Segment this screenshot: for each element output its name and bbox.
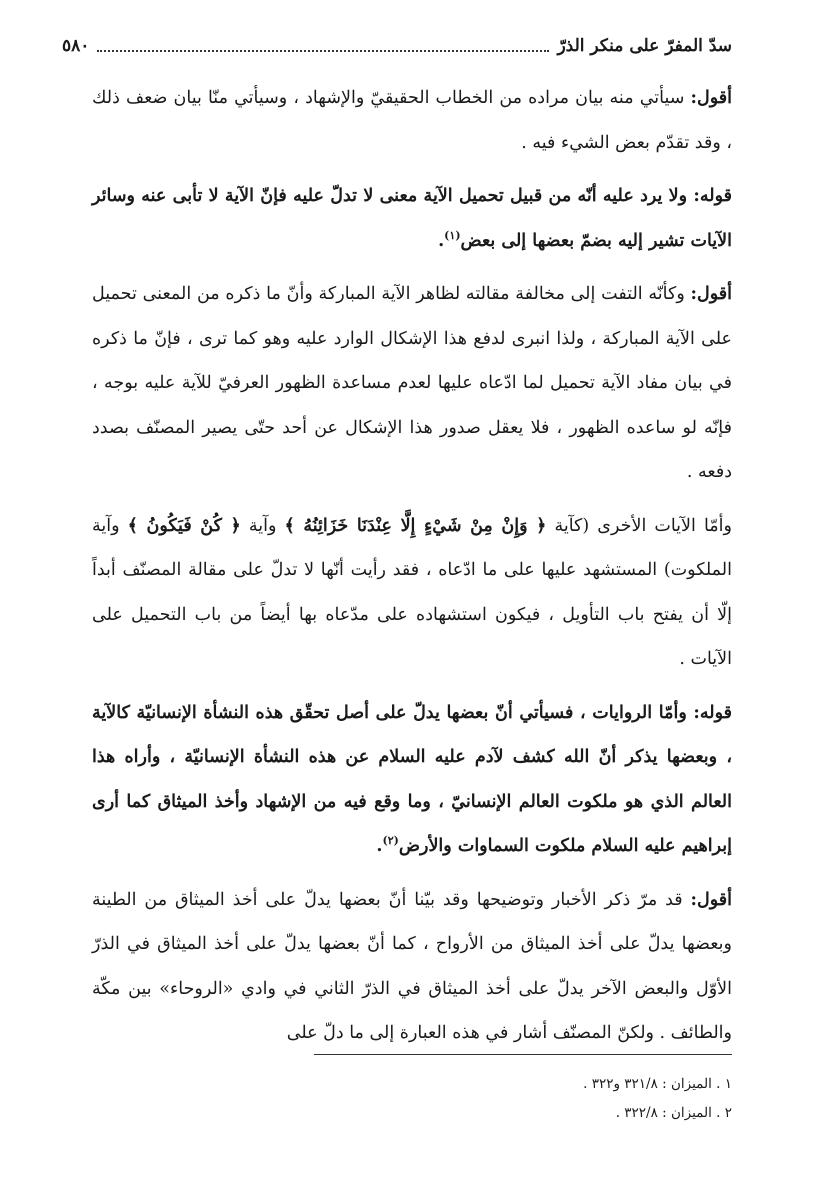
footnote-2: ٢ . الميزان : ٣٢٢/٨ . — [615, 1105, 732, 1121]
footnote-1: ١ . الميزان : ٣٢١/٨ و٣٢٢ . — [583, 1076, 732, 1092]
paragraph-text: وآية الملكوت) المستشهد عليها على ما ادّعاه ، فقد رأيت أنّها لا تدلّ على مقالة المصنّف أبداً إلّا أن يفتح باب التأويل ، فيكون استشهاده على مدّعاه بها أيضاً من باب التحميل على الآيات . — [92, 515, 732, 669]
paragraph-3 — [92, 272, 732, 495]
paragraph-text: ولا يرد عليه أنّه من قبيل تحميل الآية معنى لا تدلّ عليه فإنّ الآية لا تأبى عنه وسائر الآيات تشير إليه بضمّ بعضها إلى بعض — [92, 186, 732, 251]
paragraph-4 — [92, 504, 732, 682]
quran-verse-2: ﴿ كُنْ فَيَكُونُ ﴾ — [127, 515, 241, 536]
quran-verse-1: ﴿ وَإِنْ مِنْ شَيْءٍ إِلَّا عِنْدَنَا خَزَائِنُهُ ﴾ — [284, 515, 547, 536]
footnote-ref-2[interactable]: (٢) — [382, 834, 399, 848]
paragraph-2-quote — [92, 174, 732, 263]
footnote-divider — [314, 1054, 732, 1055]
paragraph-lead: أقول: — [690, 284, 732, 304]
page-number: ٥٨٠ — [62, 36, 90, 56]
running-header — [62, 30, 732, 62]
paragraph-lead: قوله: — [693, 702, 732, 723]
paragraph-text: وآية — [240, 515, 285, 536]
paragraph-6 — [92, 878, 732, 1056]
paragraph-text: قد مرّ ذكر الأخبار وتوضيحها وقد بيّنا أنّ بعضها يدلّ على أخذ الميثاق من الطينة وبعضها يدلّ على أخذ الميثاق من الأرواح ، كما أنّ بعضها يدلّ على أخذ الميثاق في الذرّ الأوّل والبعض الآخر يدلّ على أخذ الميثاق في الذرّ الثاني في وادي «الروحاء» بين مكّة والطائف . ولكنّ المصنّف أشار في هذه العبارة إلى ما دلّ على — [92, 889, 732, 1043]
paragraph-end: . — [376, 836, 383, 856]
paragraph-1 — [92, 76, 732, 165]
footnotes — [92, 1070, 732, 1128]
paragraph-text: وأمّا الروايات ، فسيأتي أنّ بعضها يدلّ على أصل تحقّق هذه النشأة الإنسانيّة كالآية ، وبعضها يذكر أنّ الله كشف لآدم عليه السلام عن هذه النشأة الإنسانيّة ، وأراه هذا العالم الذي هو ملكوت العالم الإنسانيّ ، وما وقع فيه من الإشهاد وأخذ الميثاق كما أرى إبراهيم عليه السلام ملكوت السماوات والأرض — [92, 702, 732, 856]
paragraph-lead: أقول: — [690, 889, 732, 910]
paragraph-5-quote — [92, 691, 732, 869]
paragraph-text: سيأتي منه بيان مراده من الخطاب الحقيقيّ والإشهاد ، وسيأتي منّا بيان ضعف ذلك ، وقد تقدّم بعض الشيء فيه . — [92, 88, 732, 153]
header-dot-leader — [97, 50, 549, 52]
page-body — [92, 76, 732, 1065]
paragraph-text: وأمّا الآيات الأخرى (كآية — [546, 515, 732, 536]
paragraph-text: وكأنّه التفت إلى مخالفة مقالته لظاهر الآية المباركة وأنّ ما ذكره من المعنى تحميل على الآية المباركة ، ولذا انبرى لدفع هذا الإشكال الوارد عليه وهو كما ترى ، فإنّ ما ذكره في بيان مفاد الآية تحميل لما ادّعاه عليها لعدم مساعدة الظهور العرفيّ للآية عليه بوجه ، فإنّه لو ساعده الظهور ، فلا يعقل صدور هذا الإشكال عن أحد حتّى يصير المصنّف بصدد دفعه . — [92, 284, 732, 482]
paragraph-lead: قوله: — [693, 186, 732, 206]
header-title: سدّ المفرّ على منكر الذرّ — [557, 36, 732, 56]
footnote-ref-1[interactable]: (١) — [444, 228, 461, 242]
paragraph-lead: أقول: — [690, 88, 732, 108]
paragraph-end: . — [438, 230, 445, 251]
